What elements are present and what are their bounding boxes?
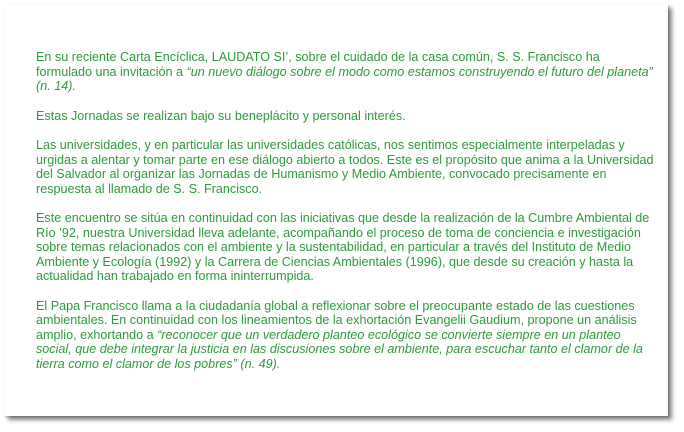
- paragraph-text: En su reciente Carta Encíclica, LAUDATO SI’, sobre el cuidado de la casa común, S. S. Francisco ha formulado una invitación a: [36, 50, 600, 79]
- paragraph-text: Estas Jornadas se realizan bajo su beneplácito y personal interés.: [36, 108, 406, 123]
- paragraph-text: Las universidades, y en particular las universidades católicas, nos sentimos especialmente interpeladas y urgidas a alentar y tomar parte en ese diálogo abierto a todos. Este es el propósito que anima a la Universidad del Salvador al organizar las Jornadas de Humanismo y Medio Ambiente, convocado precisamente en respuesta al llamado de S. S. Francisco.: [36, 138, 654, 196]
- document-page: [4, 4, 668, 416]
- paragraph-laudato-si: [36, 50, 654, 94]
- quote-text: “un nuevo diálogo sobre el modo como estamos construyendo el futuro del planeta” (n. 14).: [36, 64, 653, 93]
- paragraph-beneplacito: [36, 109, 654, 124]
- paragraph-universidades: [36, 138, 654, 196]
- paragraph-text: Este encuentro se sitúa en continuidad con las iniciativas que desde la realización de la Cumbre Ambiental de Río ’92, nuestra Universidad lleva adelante, acompañando el proceso de toma de conciencia e investigación sobre temas relacionados con el ambiente y la sustentabilidad, en particular a través del Instituto de Medio Ambiente y Ecología (1992) y la Carrera de Ciencias Ambientales (1996), que desde su creación y hasta la actualidad han trabajado en forma ininterrumpida.: [36, 211, 650, 283]
- paragraph-text: El Papa Francisco llama a la ciudadanía global a reflexionar sobre el preocupante estado de las cuestiones ambientales. En continuidad con los lineamientos de la exhortación Evangelii Gaudium, propone un análisis amplio, exhortando a: [36, 298, 637, 342]
- quote-text: “reconocer que un verdadero planteo ecológico se convierte siempre en un planteo social, que debe integrar la justicia en las discusiones sobre el ambiente, para escuchar tanto el clamor de la tierra como el clamor de los pobres” (n. 49).: [36, 327, 643, 371]
- document-body: [36, 50, 654, 371]
- paragraph-papa-francisco: [36, 299, 654, 372]
- paragraph-encuentro: [36, 211, 654, 284]
